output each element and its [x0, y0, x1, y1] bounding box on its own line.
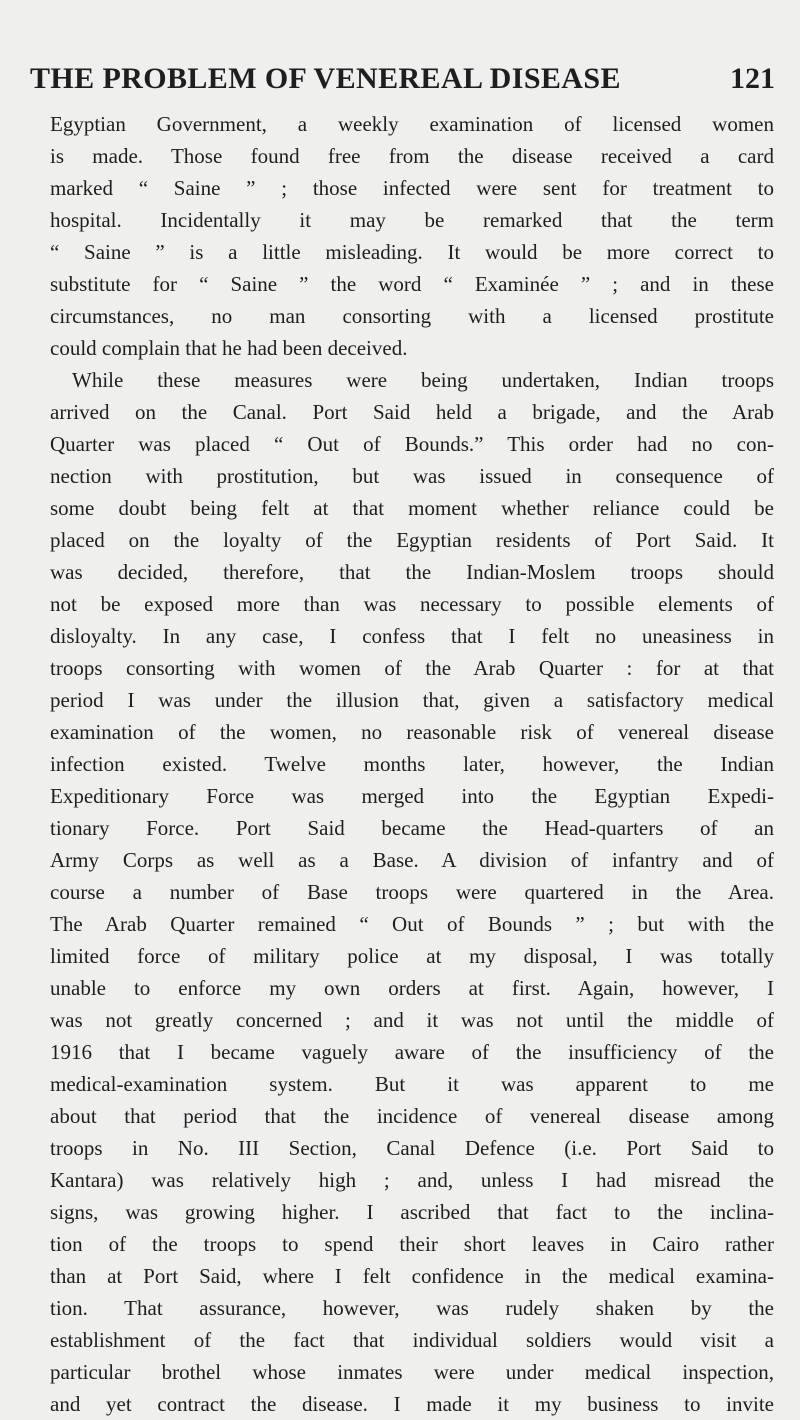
- text-line: “ Saine ” is a little misleading. It would be more correct to: [50, 240, 774, 264]
- text-line: course a number of Base troops were quartered in the Area.: [50, 880, 774, 904]
- text-line: Expeditionary Force was merged into the Egyptian Expedi-: [50, 784, 774, 808]
- text-line: disloyalty. In any case, I confess that I felt no uneasiness in: [50, 624, 774, 648]
- text-line: could complain that he had been deceived.: [50, 336, 408, 360]
- text-line: medical-examination system. But it was apparent to me: [50, 1072, 774, 1096]
- text-line: period I was under the illusion that, given a satisfactory medical: [50, 688, 774, 712]
- text-line: tionary Force. Port Said became the Head-quarters of an: [50, 816, 774, 840]
- text-line: unable to enforce my own orders at first. Again, however, I: [50, 976, 774, 1000]
- text-line: limited force of military police at my disposal, I was totally: [50, 944, 774, 968]
- text-line: examination of the women, no reasonable risk of venereal disease: [50, 720, 774, 744]
- text-line: Egyptian Government, a weekly examination of licensed women: [50, 112, 774, 136]
- text-line: Army Corps as well as a Base. A division of infantry and of: [50, 848, 774, 872]
- text-line: arrived on the Canal. Port Said held a brigade, and the Arab: [50, 400, 774, 424]
- body-text: [50, 108, 774, 1420]
- text-line: about that period that the incidence of venereal disease among: [50, 1104, 774, 1128]
- text-line: establishment of the fact that individual soldiers would visit a: [50, 1328, 774, 1352]
- text-line: nection with prostitution, but was issued in consequence of: [50, 464, 774, 488]
- text-line: and yet contract the disease. I made it my business to invite: [50, 1392, 774, 1416]
- page-number: 121: [730, 62, 775, 95]
- text-line: Quarter was placed “ Out of Bounds.” This order had no con-: [50, 432, 774, 456]
- text-line: troops consorting with women of the Arab Quarter : for at that: [50, 656, 774, 680]
- text-line: Kantara) was relatively high ; and, unless I had misread the: [50, 1168, 774, 1192]
- text-line: was not greatly concerned ; and it was not until the middle of: [50, 1008, 774, 1032]
- text-line: marked “ Saine ” ; those infected were sent for treatment to: [50, 176, 774, 200]
- text-line: infection existed. Twelve months later, however, the Indian: [50, 752, 774, 776]
- text-line: particular brothel whose inmates were under medical inspection,: [50, 1360, 774, 1384]
- text-line: some doubt being felt at that moment whether reliance could be: [50, 496, 774, 520]
- text-line: tion of the troops to spend their short leaves in Cairo rather: [50, 1232, 774, 1256]
- text-line: hospital. Incidentally it may be remarked that the term: [50, 208, 774, 232]
- text-line: 1916 that I became vaguely aware of the insufficiency of the: [50, 1040, 774, 1064]
- text-line: was decided, therefore, that the Indian-Moslem troops should: [50, 560, 774, 584]
- running-head: [30, 62, 775, 102]
- text-line: substitute for “ Saine ” the word “ Examinée ” ; and in these: [50, 272, 774, 296]
- text-line: circumstances, no man consorting with a licensed prostitute: [50, 304, 774, 328]
- text-line: While these measures were being undertaken, Indian troops: [72, 368, 774, 392]
- text-line: not be exposed more than was necessary to possible elements of: [50, 592, 774, 616]
- text-line: placed on the loyalty of the Egyptian residents of Port Said. It: [50, 528, 774, 552]
- text-line: than at Port Said, where I felt confidence in the medical examina-: [50, 1264, 774, 1288]
- text-line: is made. Those found free from the disease received a card: [50, 144, 774, 168]
- text-line: The Arab Quarter remained “ Out of Bounds ” ; but with the: [50, 912, 774, 936]
- running-title: THE PROBLEM OF VENEREAL DISEASE: [30, 62, 621, 95]
- text-line: troops in No. III Section, Canal Defence (i.e. Port Said to: [50, 1136, 774, 1160]
- text-line: signs, was growing higher. I ascribed that fact to the inclina-: [50, 1200, 774, 1224]
- text-line: tion. That assurance, however, was rudely shaken by the: [50, 1296, 774, 1320]
